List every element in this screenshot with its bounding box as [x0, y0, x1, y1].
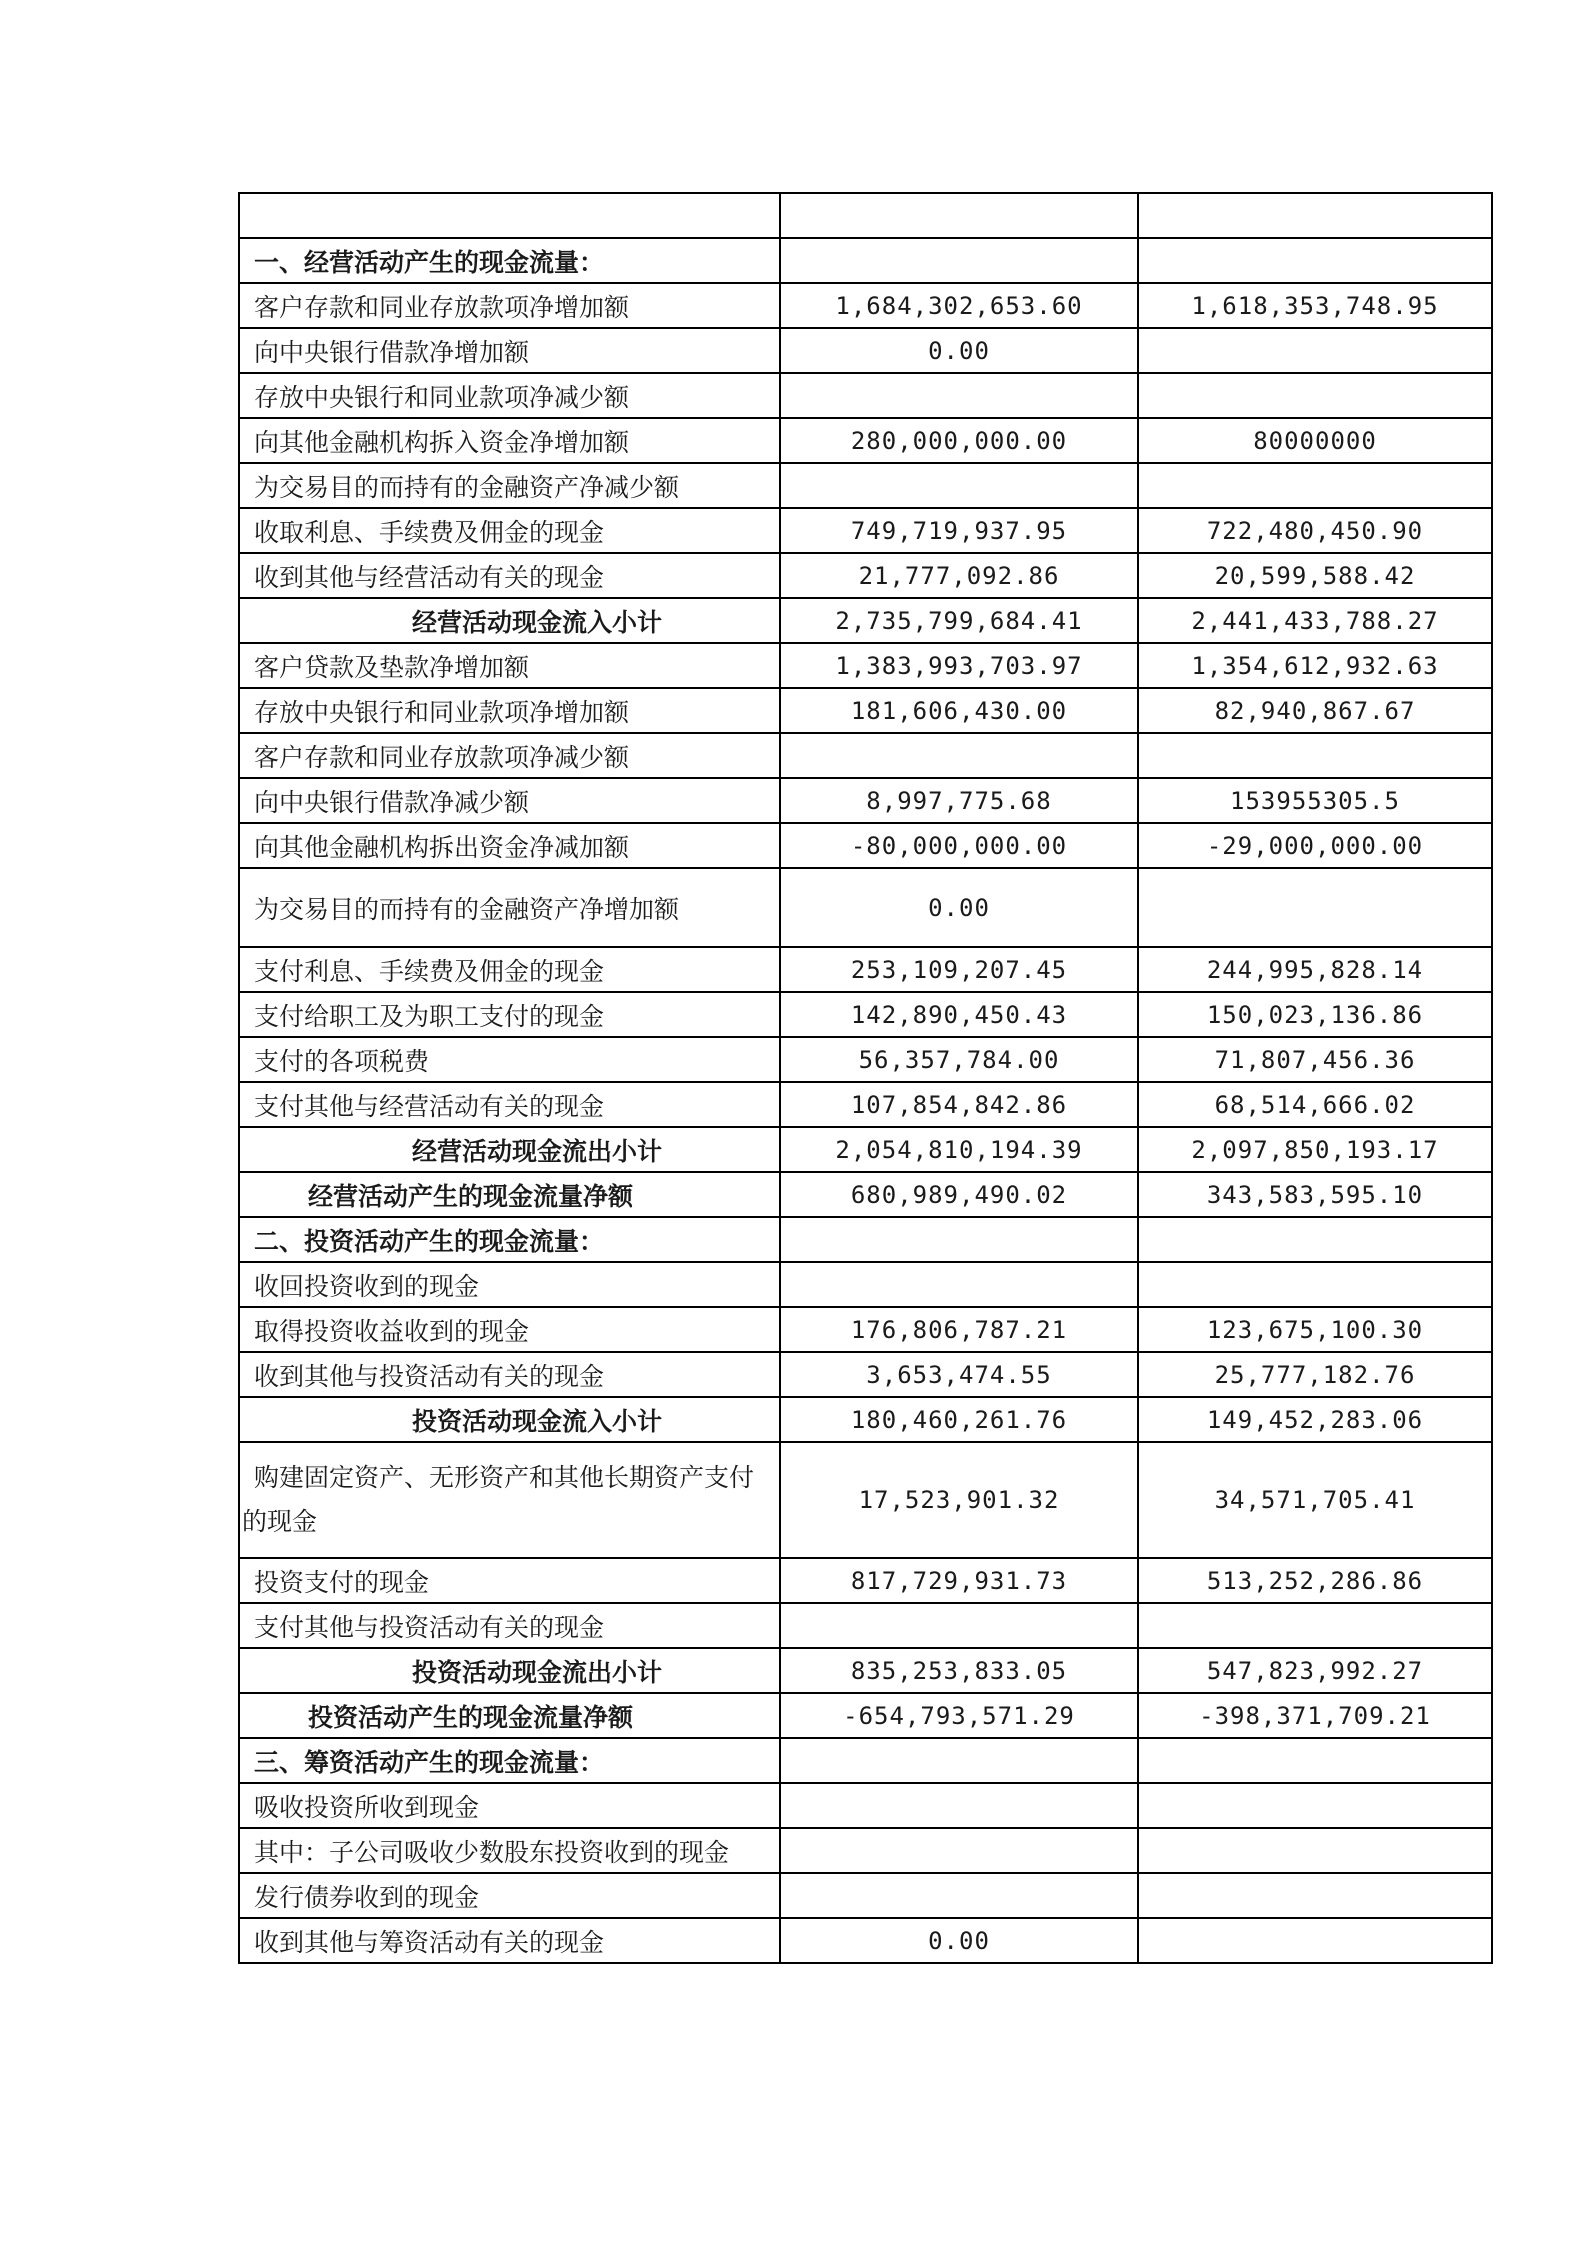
prior-period-value: 34,571,705.41: [1138, 1442, 1492, 1558]
prior-period-value: [1138, 1262, 1492, 1307]
current-period-value: 1,383,993,703.97: [780, 643, 1138, 688]
row-label: 三、筹资活动产生的现金流量：: [239, 1738, 780, 1783]
current-period-value: 21,777,092.86: [780, 553, 1138, 598]
table-row: [239, 1442, 1492, 1558]
row-label: 收到其他与投资活动有关的现金: [239, 1352, 780, 1397]
table-row: [239, 778, 1492, 823]
current-period-value: 680,989,490.02: [780, 1172, 1138, 1217]
row-label: 发行债券收到的现金: [239, 1873, 780, 1918]
table-row: [239, 463, 1492, 508]
row-label: 存放中央银行和同业款项净减少额: [239, 373, 780, 418]
prior-period-value: [1138, 1738, 1492, 1783]
table-row: [239, 238, 1492, 283]
row-label: 向其他金融机构拆出资金净减加额: [239, 823, 780, 868]
table-row: [239, 1603, 1492, 1648]
prior-period-value: 71,807,456.36: [1138, 1037, 1492, 1082]
row-label: 支付其他与投资活动有关的现金: [239, 1603, 780, 1648]
current-period-value: 0.00: [780, 1918, 1138, 1963]
prior-period-value: [1138, 373, 1492, 418]
current-period-value: 1,684,302,653.60: [780, 283, 1138, 328]
cash-flow-table: [238, 192, 1493, 1964]
subtotal-label: 经营活动现金流出小计: [412, 1136, 663, 1166]
header-cell-current: [780, 193, 1138, 238]
row-label: [239, 1648, 780, 1693]
subtotal-label: 投资活动产生的现金流量净额: [308, 1702, 634, 1732]
table-row: [239, 1397, 1492, 1442]
prior-period-value: 25,777,182.76: [1138, 1352, 1492, 1397]
header-cell-prior: [1138, 193, 1492, 238]
prior-period-value: [1138, 1873, 1492, 1918]
row-label: 为交易目的而持有的金融资产净减少额: [239, 463, 780, 508]
prior-period-value: 1,354,612,932.63: [1138, 643, 1492, 688]
prior-period-value: 343,583,595.10: [1138, 1172, 1492, 1217]
table-row: [239, 1172, 1492, 1217]
row-label: 收到其他与筹资活动有关的现金: [239, 1918, 780, 1963]
row-label: [239, 1442, 780, 1558]
current-period-value: [780, 1217, 1138, 1262]
current-period-value: [780, 373, 1138, 418]
current-period-value: 176,806,787.21: [780, 1307, 1138, 1352]
row-label: 一、经营活动产生的现金流量：: [239, 238, 780, 283]
prior-period-value: 722,480,450.90: [1138, 508, 1492, 553]
table-row: [239, 823, 1492, 868]
current-period-value: [780, 238, 1138, 283]
table-row: [239, 688, 1492, 733]
prior-period-value: 82,940,867.67: [1138, 688, 1492, 733]
table-row: [239, 418, 1492, 463]
current-period-value: 280,000,000.00: [780, 418, 1138, 463]
row-label: 存放中央银行和同业款项净增加额: [239, 688, 780, 733]
table-row: [239, 283, 1492, 328]
table-row: [239, 1558, 1492, 1603]
table-row: [239, 1217, 1492, 1262]
current-period-value: 835,253,833.05: [780, 1648, 1138, 1693]
table-row: [239, 1648, 1492, 1693]
table-row: [239, 553, 1492, 598]
row-label: [239, 1397, 780, 1442]
row-label: 投资支付的现金: [239, 1558, 780, 1603]
prior-period-value: 513,252,286.86: [1138, 1558, 1492, 1603]
subtotal-label: 经营活动产生的现金流量净额: [308, 1181, 634, 1211]
current-period-value: 180,460,261.76: [780, 1397, 1138, 1442]
prior-period-value: 149,452,283.06: [1138, 1397, 1492, 1442]
current-period-value: 2,735,799,684.41: [780, 598, 1138, 643]
table-row: [239, 1307, 1492, 1352]
current-period-value: 17,523,901.32: [780, 1442, 1138, 1558]
prior-period-value: 80000000: [1138, 418, 1492, 463]
row-label: [239, 1127, 780, 1172]
prior-period-value: [1138, 733, 1492, 778]
row-label: [239, 1172, 780, 1217]
current-period-value: 2,054,810,194.39: [780, 1127, 1138, 1172]
table-row: [239, 868, 1492, 947]
current-period-value: [780, 1828, 1138, 1873]
prior-period-value: 1,618,353,748.95: [1138, 283, 1492, 328]
prior-period-value: 244,995,828.14: [1138, 947, 1492, 992]
table-row: [239, 1873, 1492, 1918]
row-label: 向其他金融机构拆入资金净增加额: [239, 418, 780, 463]
row-label: 客户存款和同业存放款项净减少额: [239, 733, 780, 778]
prior-period-value: [1138, 1217, 1492, 1262]
current-period-value: 0.00: [780, 328, 1138, 373]
prior-period-value: [1138, 1603, 1492, 1648]
table-header-row: [239, 193, 1492, 238]
current-period-value: [780, 1783, 1138, 1828]
table-row: [239, 598, 1492, 643]
table-row: [239, 733, 1492, 778]
current-period-value: [780, 1873, 1138, 1918]
row-label: 支付的各项税费: [239, 1037, 780, 1082]
prior-period-value: 153955305.5: [1138, 778, 1492, 823]
current-period-value: 0.00: [780, 868, 1138, 947]
row-label: 支付利息、手续费及佣金的现金: [239, 947, 780, 992]
row-label: [239, 1693, 780, 1738]
prior-period-value: [1138, 463, 1492, 508]
row-label: [239, 598, 780, 643]
table-row: [239, 1783, 1492, 1828]
prior-period-value: 547,823,992.27: [1138, 1648, 1492, 1693]
row-label: 客户存款和同业存放款项净增加额: [239, 283, 780, 328]
prior-period-value: [1138, 1918, 1492, 1963]
table-row: [239, 1828, 1492, 1873]
current-period-value: 8,997,775.68: [780, 778, 1138, 823]
row-label: 向中央银行借款净增加额: [239, 328, 780, 373]
row-label-line-2: 的现金: [242, 1507, 318, 1536]
table-row: [239, 1037, 1492, 1082]
current-period-value: 56,357,784.00: [780, 1037, 1138, 1082]
prior-period-value: 68,514,666.02: [1138, 1082, 1492, 1127]
table-row: [239, 1918, 1492, 1963]
current-period-value: 142,890,450.43: [780, 992, 1138, 1037]
subtotal-label: 经营活动现金流入小计: [412, 607, 663, 637]
table-row: [239, 992, 1492, 1037]
prior-period-value: [1138, 868, 1492, 947]
prior-period-value: 150,023,136.86: [1138, 992, 1492, 1037]
row-label-line-1: 购建固定资产、无形资产和其他长期资产支付: [254, 1463, 755, 1492]
prior-period-value: -29,000,000.00: [1138, 823, 1492, 868]
subtotal-label: 投资活动现金流入小计: [412, 1406, 663, 1436]
row-label: 客户贷款及垫款净增加额: [239, 643, 780, 688]
current-period-value: 253,109,207.45: [780, 947, 1138, 992]
table-row: [239, 1738, 1492, 1783]
row-label: 支付给职工及为职工支付的现金: [239, 992, 780, 1037]
current-period-value: -80,000,000.00: [780, 823, 1138, 868]
row-label: 二、投资活动产生的现金流量：: [239, 1217, 780, 1262]
current-period-value: [780, 733, 1138, 778]
header-cell-label: [239, 193, 780, 238]
row-label: 为交易目的而持有的金融资产净增加额: [239, 868, 780, 947]
table-row: [239, 1127, 1492, 1172]
row-label: 收回投资收到的现金: [239, 1262, 780, 1307]
current-period-value: 749,719,937.95: [780, 508, 1138, 553]
current-period-value: 107,854,842.86: [780, 1082, 1138, 1127]
table-row: [239, 328, 1492, 373]
row-label: 其中：子公司吸收少数股东投资收到的现金: [239, 1828, 780, 1873]
prior-period-value: [1138, 1783, 1492, 1828]
table-row: [239, 947, 1492, 992]
table-row: [239, 1693, 1492, 1738]
prior-period-value: 20,599,588.42: [1138, 553, 1492, 598]
prior-period-value: 2,441,433,788.27: [1138, 598, 1492, 643]
current-period-value: [780, 1262, 1138, 1307]
current-period-value: [780, 1603, 1138, 1648]
subtotal-label: 投资活动现金流出小计: [412, 1657, 663, 1687]
row-label: 支付其他与经营活动有关的现金: [239, 1082, 780, 1127]
row-label: 吸收投资所收到现金: [239, 1783, 780, 1828]
prior-period-value: 2,097,850,193.17: [1138, 1127, 1492, 1172]
table-row: [239, 373, 1492, 418]
current-period-value: [780, 1738, 1138, 1783]
table-row: [239, 1082, 1492, 1127]
table-row: [239, 508, 1492, 553]
current-period-value: 817,729,931.73: [780, 1558, 1138, 1603]
prior-period-value: -398,371,709.21: [1138, 1693, 1492, 1738]
prior-period-value: 123,675,100.30: [1138, 1307, 1492, 1352]
row-label: 取得投资收益收到的现金: [239, 1307, 780, 1352]
table-row: [239, 1262, 1492, 1307]
row-label: 收到其他与经营活动有关的现金: [239, 553, 780, 598]
row-label: 收取利息、手续费及佣金的现金: [239, 508, 780, 553]
prior-period-value: [1138, 1828, 1492, 1873]
table-row: [239, 1352, 1492, 1397]
row-label: 向中央银行借款净减少额: [239, 778, 780, 823]
prior-period-value: [1138, 238, 1492, 283]
current-period-value: -654,793,571.29: [780, 1693, 1138, 1738]
table-row: [239, 643, 1492, 688]
current-period-value: [780, 463, 1138, 508]
prior-period-value: [1138, 328, 1492, 373]
current-period-value: 3,653,474.55: [780, 1352, 1138, 1397]
current-period-value: 181,606,430.00: [780, 688, 1138, 733]
